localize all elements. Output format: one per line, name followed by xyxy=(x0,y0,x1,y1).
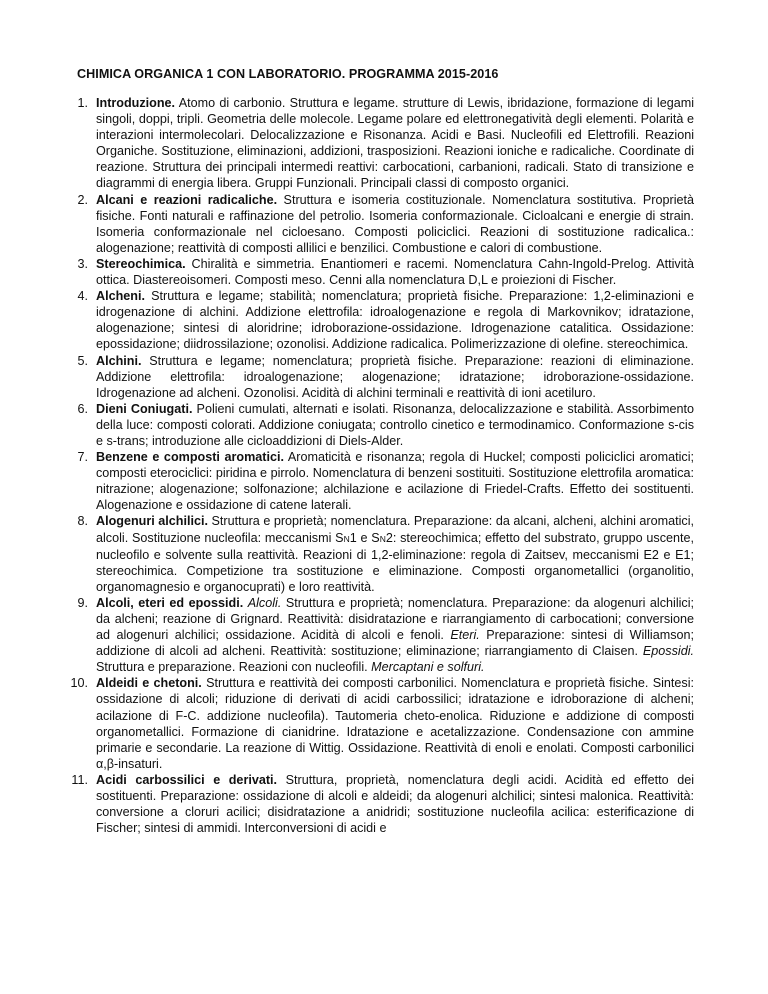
item-number: 4. xyxy=(77,289,88,304)
item-text: 1 e S xyxy=(349,530,380,545)
program-item-alcani xyxy=(64,192,694,256)
item-text: Preparazione: sintesi di Williamson; addizione di alcoli ad alcheni. Reattività: sostituzione; eliminazione; riarrangiamento di Claisen. xyxy=(96,628,694,659)
item-text: Struttura e legame; stabilità; nomenclatura; proprietà fisiche. Preparazione: 1,2-eliminazioni e idrogenazione di alchini. Addizione elettrofila: idroalogenazione e regola di Markovnikov; idratazione, alogenazione; sintesi di aloridrine; idroborazione-ossidazione. Idrogenazione catalitica. Ossidazione: epossidazione; diidrossilazione; ozonolisi. Addizione radicalica. Polimerizzazione di olefine. stereochimica. xyxy=(96,289,694,352)
item-text: Polieni cumulati, alternati e isolati. Risonanza, delocalizzazione e stabilità. Assorbimento della luce: composti colorati. Addizione coniugata; controllo cinetico e termodinamico. Conformazione s-cis e s-trans; introduzione alle cicloaddizioni di Diels-Alder. xyxy=(96,401,694,448)
item-text: Chiralità e simmetria. Enantiomeri e racemi. Nomenclatura Cahn-Ingold-Prelog. Attività ottica. Diastereoisomeri. Composti meso. Cenni alla nomenclatura D,L e proiezioni di Fischer. xyxy=(96,256,694,288)
program-item-alchini xyxy=(64,353,694,401)
program-list xyxy=(64,95,694,836)
item-text: 2: stereochimica; effetto del substrato, gruppo uscente, nucleofilo e solvente sulla reattività. Reazioni di 1,2-eliminazione: regola di Zaitsev, meccanismi E2 e E1; stereochimica. Competizione tra sostituzione e eliminazione. Composti organometallici (organolitio, organomagnesio e organocuprati) e loro reattività. xyxy=(96,530,694,594)
item-text: Struttura e proprietà; nomenclatura. Preparazione: da alogenuri alchilici; da alcheni; reazione di Grignard. Reattività: disidratazione e riarrangiamento di carbocationi; conversione ad alogenuri alchilici; ossidazione. Acidità di alcoli e fenoli. xyxy=(96,595,695,643)
item-heading: Benzene e composti aromatici. xyxy=(96,450,284,465)
item-number: 10. xyxy=(70,676,88,691)
subscript-n: N xyxy=(343,533,350,544)
program-item-introduzione xyxy=(64,95,694,192)
document-title: CHIMICA ORGANICA 1 CON LABORATORIO. PROGRAMMA 2015-2016 xyxy=(77,67,499,81)
item-number: 11. xyxy=(71,772,88,787)
item-heading: Acidi carbossilici e derivati. xyxy=(96,772,278,787)
program-item-alogenuri-alchilici xyxy=(64,513,694,594)
program-item-stereochimica xyxy=(64,256,694,288)
item-heading: Introduzione. xyxy=(96,96,176,110)
item-number: 2. xyxy=(77,192,88,207)
item-heading: Alcani e reazioni radicaliche. xyxy=(96,192,278,207)
item-text: Aromaticità e risonanza; regola di Huckel; composti policiclici aromatici; composti eterociclici: piridina e pirrolo. Nomenclatura di benzeni sostituiti. Sostituzione elettrofila aromatica: nitrazione; alogenazione; solfonazione; alchilazione e acilazione di Friedel-Crafts. Effetto dei sostituenti. Alogenazione e ossidazione di catene laterali. xyxy=(96,450,694,513)
item-heading: Alcheni. xyxy=(96,289,145,304)
item-text: Struttura e proprietà; nomenclatura. Preparazione: da alcani, alcheni, alchini aromatici, alcoli. Sostituzione nucleofila: meccanismi S xyxy=(96,514,695,545)
item-text: Atomo di carbonio. Struttura e legame. strutture di Lewis, ibridazione, formazione di legami singoli, doppi, tripli. Geometria delle molecole. Legame polare ed elettronegatività degli elementi. Polarità e interazioni intermolecolari. Delocalizzazione e Risonanza. Acidi e Basi. Nucleofili ed Elettrofili. Reazioni Organiche. Sostituzione, eliminazioni, addizioni, trasposizioni. Reazioni ioniche e radicaliche. Coordinate di reazione. Struttura dei principali intermedi reattivi: carbocationi, carbanioni, radicali. Stato di transizione e diagrammi di energia libera. Gruppi Funzionali. Principali classi di composto organici. xyxy=(96,96,694,191)
program-item-aldeidi-chetoni xyxy=(64,675,694,772)
item-text: Struttura e reattività dei composti carbonilici. Nomenclatura e proprietà fisiche. Sintesi: ossidazione di alcoli; riduzione di derivati di acidi carbossilici; idratazione e idroborazione di alcheni; acilazione di F-C. addizione nucleofila). Tautomeria cheto-enolica. Riduzione e addizione di composti organometallici. Formazione di cianidrine. Idratazione e acetalizzazione. Condensazione con ammine primarie e secondarie. La reazione di Wittig. Ossidazione. Reattività di enoli e enolati. Composti carbonilici α,β-insaturi. xyxy=(96,676,694,771)
item-number: 6. xyxy=(77,401,88,416)
item-subheading: Eteri. xyxy=(450,628,480,643)
program-item-dieni-coniugati xyxy=(64,401,694,449)
item-number: 7. xyxy=(77,450,88,465)
item-number: 1. xyxy=(77,96,88,110)
item-subheading: Mercaptani e solfuri. xyxy=(371,660,485,675)
item-heading: Dieni Coniugati. xyxy=(96,401,193,416)
subscript-n: N xyxy=(379,533,386,544)
program-item-acidi-carbossilici xyxy=(64,772,694,836)
item-number: 9. xyxy=(77,595,88,610)
program-item-alcoli-eteri-epossidi xyxy=(64,595,694,675)
item-heading: Alogenuri alchilici. xyxy=(96,514,208,529)
item-subheading: Alcoli. xyxy=(247,595,282,610)
item-heading: Stereochimica. xyxy=(96,256,186,271)
program-item-benzene xyxy=(64,449,694,513)
program-item-alcheni xyxy=(64,288,694,352)
item-text: Struttura e legame; nomenclatura; proprietà fisiche. Preparazione: reazioni di eliminazione. Addizione elettrofila: idroalogenazione; alogenazione; idratazione; idroborazione-ossidazione. Idrogenazione ad alcheni. Ozonolisi. Acidità di alchini terminali e reattività di ioni acetiluro. xyxy=(96,353,694,400)
item-text: Struttura e isomeria costituzionale. Nomenclatura sostitutiva. Proprietà fisiche. Fonti naturali e raffinazione del petrolio. Isomeria conformazionale. Cicloalcani e energie di strain. Isomeria conformazionale nel cicloesano. Composti policiclici. Reazioni di sostituzione radicalica.: alogenazione; reattività di composti allilici e benzilici. Combustione e calori di combustione. xyxy=(96,192,694,255)
item-text: Struttura e preparazione. Reazioni con nucleofili. xyxy=(96,660,372,675)
item-subheading: Epossidi. xyxy=(642,644,694,659)
item-heading: Aldeidi e chetoni. xyxy=(96,676,202,691)
item-heading: Alcoli, eteri ed epossidi. xyxy=(96,595,244,610)
item-text: Struttura, proprietà, nomenclatura degli acidi. Acidità ed effetto dei sostituenti. Preparazione: ossidazione di alcoli e aldeidi; da alogenuri alchilici; sintesi malonica. Reattività: conversione a cloruri acilici; disidratazione a anidridi; sostituzione nucleofila acilica: esterificazione di Fischer; sintesi di ammidi. Interconversioni di acidi e xyxy=(96,772,694,836)
item-heading: Alchini. xyxy=(96,353,142,368)
item-number: 5. xyxy=(77,353,88,368)
item-number: 8. xyxy=(77,514,88,529)
item-number: 3. xyxy=(77,256,88,271)
